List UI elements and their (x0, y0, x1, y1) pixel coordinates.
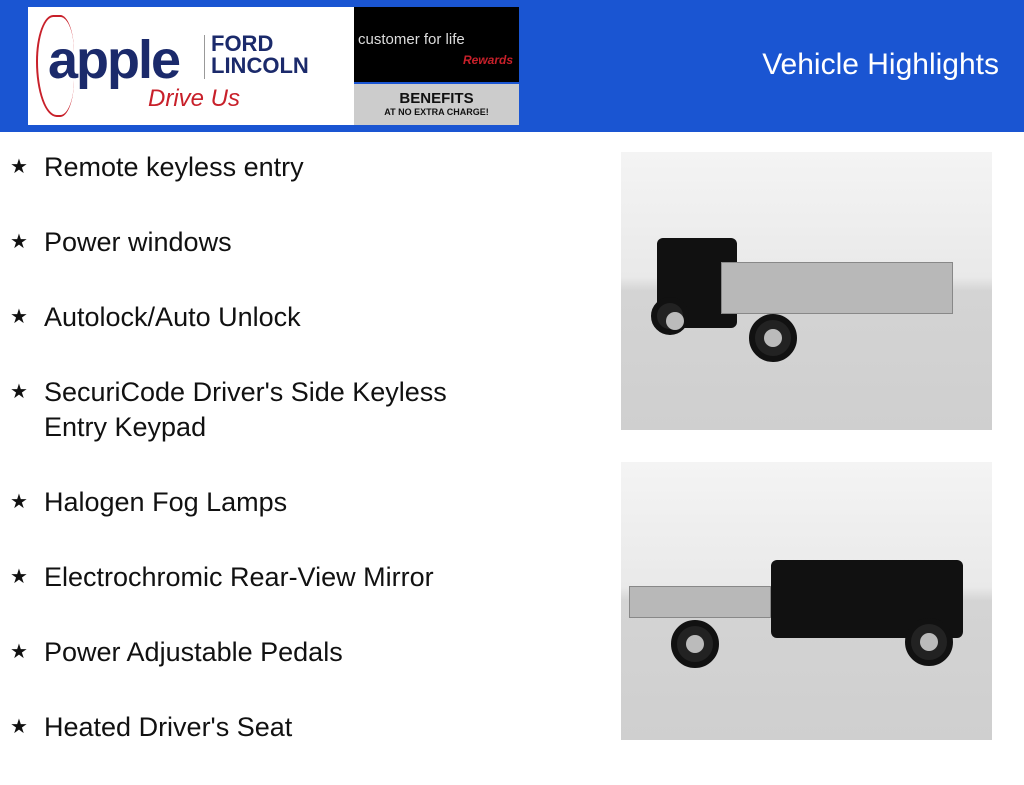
feature-text: SecuriCode Driver's Side Keyless Entry Keypad (44, 377, 447, 442)
benefits-label: BENEFITS (399, 90, 474, 107)
feature-text: Remote keyless entry (44, 152, 304, 182)
list-item (10, 485, 530, 520)
dealer-logo (28, 7, 354, 125)
badge-program: customer for life (358, 31, 465, 48)
logo-brand: apple (48, 30, 180, 90)
vehicle-photo-side (621, 462, 992, 740)
feature-text: Power Adjustable Pedals (44, 637, 343, 667)
feature-text: Autolock/Auto Unlock (44, 302, 301, 332)
feature-text: Halogen Fog Lamps (44, 487, 288, 517)
customer-for-life-badge (354, 7, 519, 82)
star-icon: ★ (10, 231, 28, 253)
logo-tagline: Drive Us (148, 85, 241, 112)
star-icon: ★ (10, 381, 28, 403)
wheel (671, 620, 719, 668)
flatbed (629, 586, 771, 618)
feature-text: Electrochromic Rear-View Mirror (44, 562, 434, 592)
list-item (10, 375, 530, 445)
badge-program-sub: Rewards (462, 53, 513, 67)
benefits-sub: AT NO EXTRA CHARGE! (384, 107, 489, 117)
wheel (749, 314, 797, 362)
star-icon: ★ (10, 716, 28, 738)
list-item (10, 635, 530, 670)
vehicle-photo-rear (621, 152, 992, 430)
star-icon: ★ (10, 566, 28, 588)
list-item (10, 225, 530, 260)
star-icon: ★ (10, 641, 28, 663)
list-item (10, 150, 530, 185)
list-item (10, 710, 530, 745)
logo-divider (204, 35, 205, 79)
logo-make: FORD LINCOLN (211, 31, 309, 78)
page-title: Vehicle Highlights (762, 48, 999, 81)
wheel (905, 618, 953, 666)
benefits-badge (354, 84, 519, 125)
list-item (10, 300, 530, 335)
star-icon: ★ (10, 491, 28, 513)
header (0, 0, 1024, 132)
wheel (651, 297, 689, 335)
star-icon: ★ (10, 306, 28, 328)
star-icon: ★ (10, 156, 28, 178)
flatbed (721, 262, 953, 314)
list-item (10, 560, 530, 595)
feature-list (10, 150, 530, 785)
feature-text: Heated Driver's Seat (44, 712, 293, 742)
feature-text: Power windows (44, 227, 232, 257)
